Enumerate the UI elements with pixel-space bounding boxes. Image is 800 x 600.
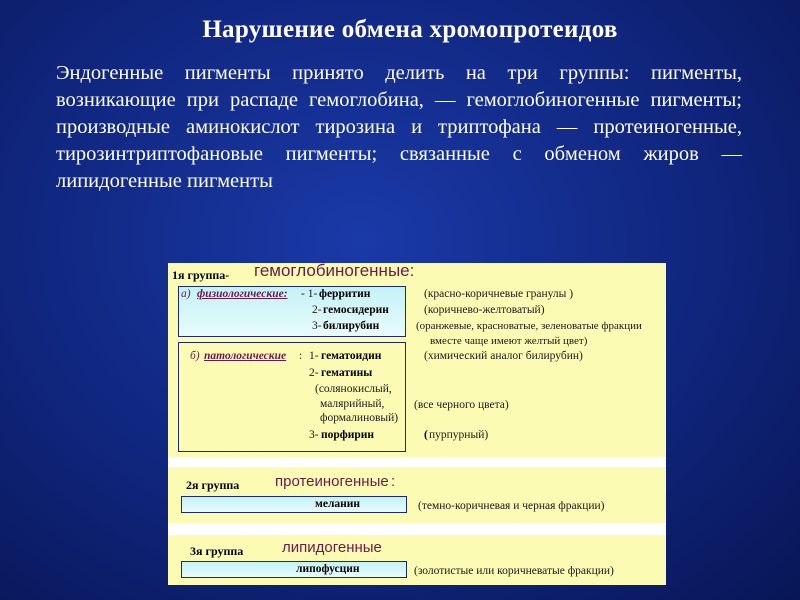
physio-item-1-name: ферритин xyxy=(319,288,371,300)
patho-prefix: б) xyxy=(190,350,200,362)
physio-item-2-note: (коричнево-желтоватый) xyxy=(424,304,545,316)
group1-name: гемоглобиногенные: xyxy=(254,261,415,280)
physio-prefix: а) xyxy=(181,288,191,300)
patho-item-1-note: (химический аналог билирубин) xyxy=(424,350,583,362)
patho-item-2-num: 2- xyxy=(309,367,319,379)
group1-band xyxy=(168,263,666,457)
physio-item-3-name: билирубин xyxy=(323,320,380,332)
hematin-sub-1: (солянокислый, xyxy=(315,383,392,395)
patho-item-3-note-bracket: ( xyxy=(424,429,428,441)
group2-item: меланин xyxy=(315,498,361,510)
hematin-sub-3: формалиновый) xyxy=(320,412,399,424)
group2-note: (темно-коричневая и черная фракции) xyxy=(418,500,605,512)
physio-item-1-note: (красно-коричневые гранулы ) xyxy=(424,288,574,300)
group3-item-box xyxy=(181,561,407,578)
group2-name: протеиногенные xyxy=(275,473,389,490)
physio-item-1-num: - 1- xyxy=(301,288,318,300)
physio-note-cont: вместе чаще имеют желтый цвет) xyxy=(430,335,588,347)
physio-item-3-note: (оранжевые, красноватые, зеленоватые фракции xyxy=(416,320,642,332)
hematin-note: (все черного цвета) xyxy=(414,399,509,411)
group2-band xyxy=(168,467,666,523)
intro-paragraph: Эндогенные пигменты принято делить на три группы: пигменты, возникающие при распаде гемоглобина, — гемоглобиногенные пигменты; производные аминокислот тирозина и триптофана — протеиногенные, тирозинтриптофановые пигменты; связанные с обменом жиров — липидогенные пигменты xyxy=(56,62,742,192)
patho-item-2-name: гематины xyxy=(321,367,373,379)
group3-note: (золотистые или коричневатые фракции) xyxy=(414,565,614,577)
patho-item-3-name: порфирин xyxy=(321,429,375,441)
page-title: Нарушение обмена хромопротеидов xyxy=(202,16,618,43)
pigment-classification-table xyxy=(168,263,666,585)
physio-item-2-num: 2- xyxy=(312,304,322,316)
group3-name: липидогенные xyxy=(282,539,382,556)
physio-item-2-name: гемосидерин xyxy=(323,304,389,316)
patho-item-1-num: 1- xyxy=(309,350,319,362)
group2-label: 2я группа xyxy=(186,478,240,492)
group3-item: липофусцин xyxy=(296,563,360,575)
group3-label: 3я группа xyxy=(190,544,244,558)
physio-item-3-num: 3- xyxy=(312,320,322,332)
group2-name-suffix: : xyxy=(391,473,396,490)
patho-label: патологические xyxy=(204,350,287,362)
physio-label: физиологические: xyxy=(197,288,288,300)
patho-item-3-note: пурпурный) xyxy=(429,429,489,441)
patho-item-3-num: 3- xyxy=(309,429,319,441)
hematin-sub-2: малярийный, xyxy=(320,398,385,410)
group1-label: 1я группа- xyxy=(172,268,230,282)
patho-colon: : xyxy=(299,350,303,362)
patho-item-1-name: гематоидин xyxy=(321,350,382,362)
group2-item-box xyxy=(181,496,407,513)
group3-band xyxy=(168,535,666,585)
